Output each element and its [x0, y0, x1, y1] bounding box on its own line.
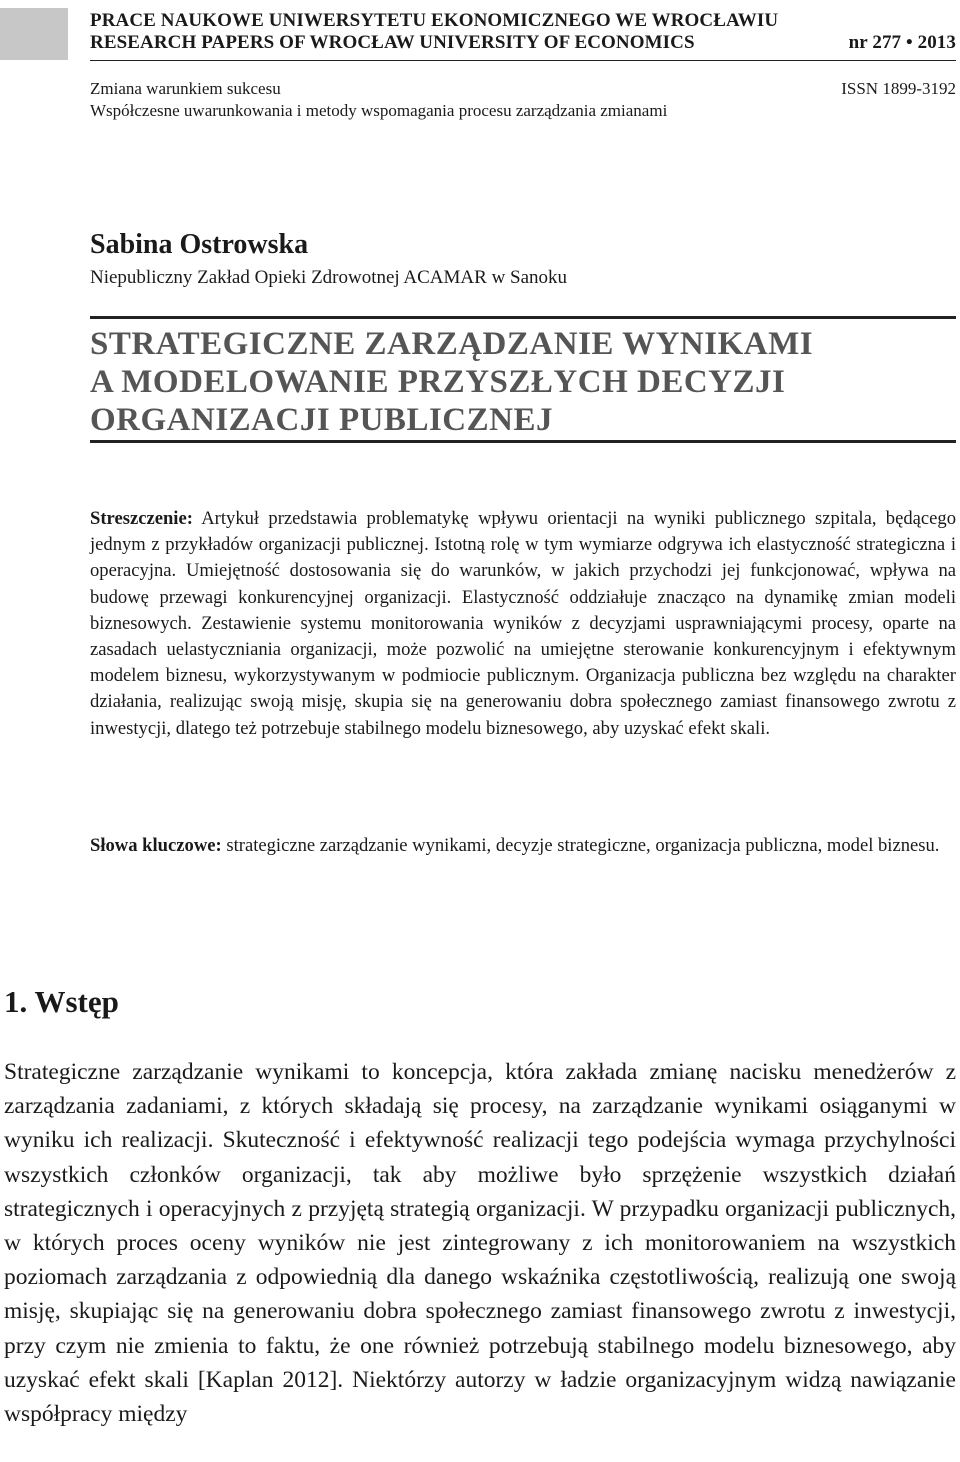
section-body: Strategiczne zarządzanie wynikami to koncepcja, która zakłada zmianę nacisku menedżerów z zarządzania zadaniami, z których składają się procesy, na zarządzanie wynikami osiąganymi w wyniku ich realizacji. Skuteczność i efektywność realizacji tego podejścia wymaga przychylności wszystkich członków organizacji, tak aby możliwe było sprzężenie wszystkich działań strategicznych i operacyjnych z przyjętą strategią organizacji. W przypadku organizacji publicznych, w których proces oceny wyników nie jest zintegrowany z ich monitorowaniem na wszystkich poziomach zarządzania z odpowiednią dla danego wskaźnika częstotliwością, realizują one swoją misję, skupiając się na generowaniu dobra społecznego zamiast finansowego zwrotu z inwestycji, przy czym nie zmienia to faktu, że one również potrzebują stabilnego modelu biznesowego, aby uzyskać efekt skali [Kaplan 2012]. Niektórzy autorzy w ładzie organizacyjnym widzą nawiązanie współpracy między [4, 1059, 956, 1428]
header-divider [90, 60, 956, 61]
journal-header [90, 10, 956, 54]
keywords [90, 833, 956, 859]
title-line: ORGANIZACJI PUBLICZNEJ [90, 402, 553, 438]
journal-name-en-row [90, 32, 956, 54]
series-title: Zmiana warunkiem sukcesu [90, 79, 281, 98]
keywords-text: strategiczne zarządzanie wynikami, decyzje strategiczne, organizacja publiczna, model biznesu. [226, 835, 940, 856]
series-info [90, 78, 956, 122]
article-title [90, 325, 956, 439]
corner-block [0, 8, 68, 60]
journal-name-pl: PRACE NAUKOWE UNIWERSYTETU EKONOMICZNEGO WE WROCŁAWIU [90, 10, 779, 31]
section-heading: 1. Wstęp [4, 984, 119, 1019]
issue-number: nr 277 • 2013 [848, 32, 956, 53]
title-line: A MODELOWANIE PRZYSZŁYCH DECYZJI [90, 364, 786, 400]
title-rule-bottom [90, 440, 956, 443]
issn: ISSN 1899-3192 [841, 79, 956, 98]
series-row [90, 78, 956, 100]
abstract-text: Artykuł przedstawia problematykę wpływu orientacji na wyniki publicznego szpitala, będącego jednym z przykładów organizacji publicznej. Istotną rolę w tym wymiarze odgrywa ich elastyczność strategiczna i operacyjna. Umiejętność dostosowania się do warunków, w jakich przychodzi jej funkcjonować, wpływa na budowę przewagi konkurencyjnej organizacji. Elastyczność oddziałuje znacząco na dynamikę zmian modeli biznesowych. Zestawienie systemu monitorowania wyników z decyzjami usprawniającymi procesy, oparte na zasadach uelastyczniania organizacji, może pozwolić na umiejętne sterowanie konkurencyjnym i efektywnym modelem biznesu, wykorzystywanym w podmiocie publicznym. Organizacja publiczna bez względu na charakter działania, realizując swoją misję, skupia się na generowaniu dobra społecznego zamiast finansowego zwrotu z inwestycji, dlatego też potrzebuje stabilnego modelu biznesowego, aby uzyskać efekt skali. [90, 508, 957, 739]
abstract [90, 506, 956, 742]
abstract-label: Streszczenie: [90, 508, 193, 529]
series-subtitle: Współczesne uwarunkowania i metody wspomagania procesu zarządzania zmianami [90, 101, 668, 120]
title-line: STRATEGICZNE ZARZĄDZANIE WYNIKAMI [90, 326, 814, 362]
journal-name-en: RESEARCH PAPERS OF WROCŁAW UNIVERSITY OF ECONOMICS [90, 32, 695, 53]
keywords-label: Słowa kluczowe: [90, 835, 222, 856]
title-rule-top [90, 316, 956, 319]
author-name: Sabina Ostrowska [90, 229, 309, 260]
author-affiliation: Niepubliczny Zakład Opieki Zdrowotnej ACAMAR w Sanoku [90, 267, 568, 288]
